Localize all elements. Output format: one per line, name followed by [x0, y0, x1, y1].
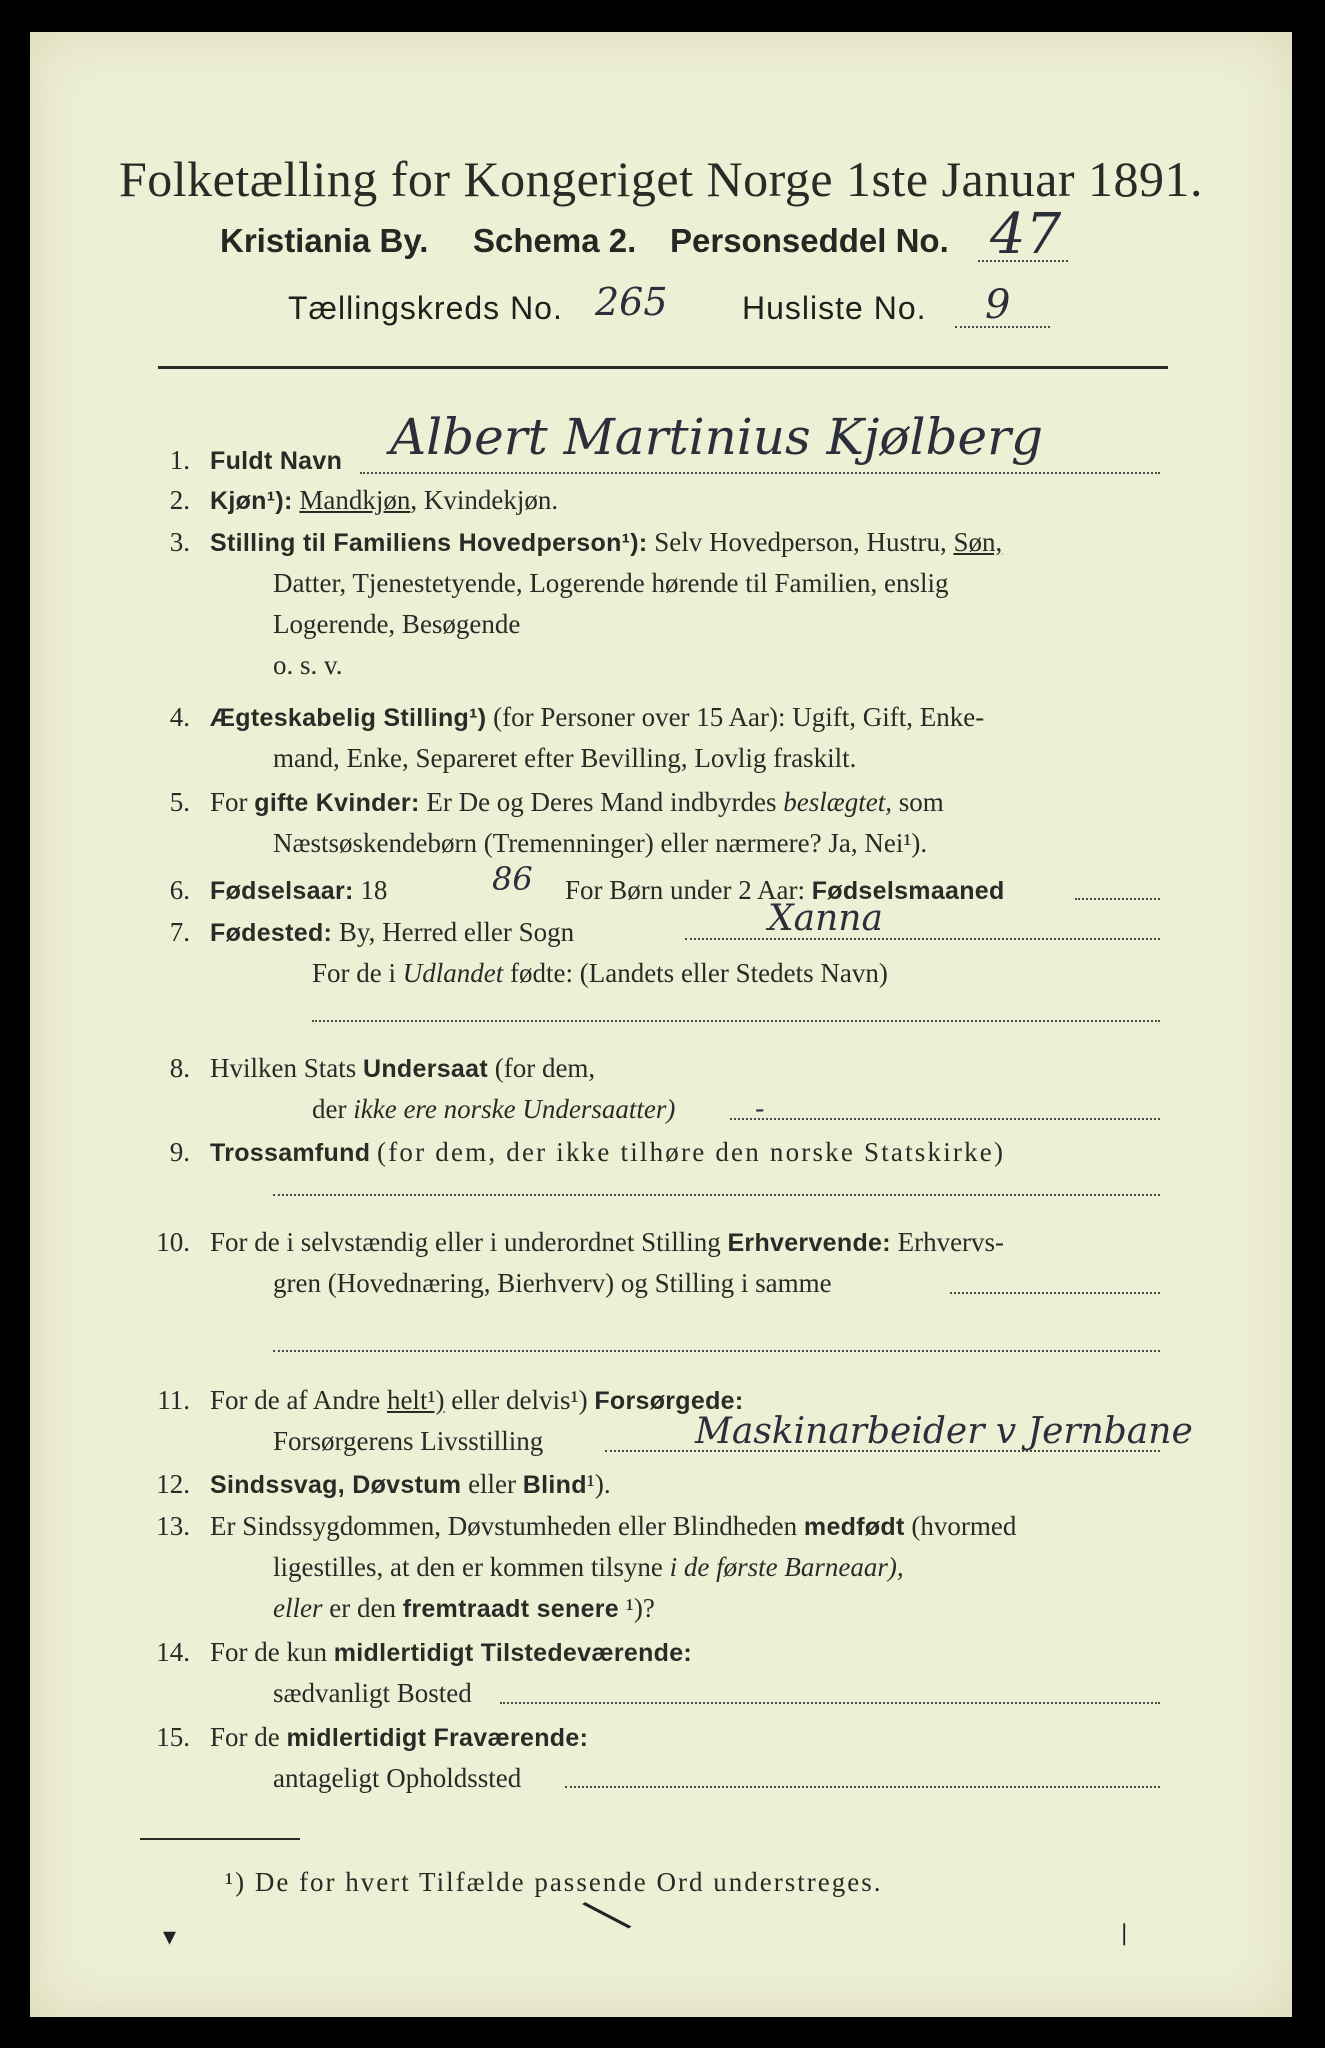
field-10-text: For de i selvstændig eller i underordnet Stilling Erhvervende: Erhvervs-	[210, 1227, 1005, 1257]
field-9-dots	[273, 1194, 1160, 1196]
field-5-line2: Næstsøskendebørn (Tremenninger) eller nærmere? Ja, Nei¹).	[273, 828, 928, 858]
field-15-line2: antageligt Opholdssted	[273, 1763, 522, 1793]
field-13-line2: ligestilles, at den er kommen tilsyne i de første Barneaar),	[273, 1552, 904, 1582]
field-10-line2: gren (Hovednæring, Bierhverv) og Stilling i samme	[273, 1268, 832, 1298]
field-7-line2: For de i Udlandet fødte: (Landets eller Stedets Navn)	[312, 958, 888, 988]
personseddel-dots	[978, 260, 1068, 262]
header-rule	[158, 366, 1168, 369]
field-10-dots-2	[273, 1350, 1160, 1352]
mandkjon-underlined: Mandkjøn	[299, 485, 411, 515]
field-12-text: Sindssvag, Døvstum eller Blind¹).	[210, 1469, 611, 1499]
provider-occupation-value: Maskinarbeider v Jernbane	[695, 1411, 1193, 1452]
field-13-number: 13.	[156, 1511, 190, 1541]
field-5-text: For gifte Kvinder: Er De og Deres Mand indbyrdes beslægtet, som	[210, 787, 944, 817]
field-14-line2: sædvanligt Bosted	[273, 1678, 472, 1708]
field-9-number: 9.	[169, 1137, 190, 1167]
personseddel-label: Personseddel No.	[670, 222, 949, 259]
field-2-number: 2.	[169, 485, 190, 515]
field-7-dots-2	[312, 1020, 1160, 1022]
husliste-label: Husliste No.	[742, 290, 927, 326]
field-12-number: 12.	[156, 1469, 190, 1499]
field-11-line2: Forsørgerens Livsstilling	[273, 1426, 544, 1456]
field-15-dots	[565, 1786, 1160, 1788]
field-8-dots	[730, 1118, 1160, 1120]
field-1-dots	[360, 472, 1160, 474]
kreds-label: Tællingskreds No.	[288, 290, 563, 326]
field-7-text: Fødested: By, Herred eller Sogn	[210, 917, 575, 947]
field-14-number: 14.	[156, 1637, 190, 1667]
field-3-line3: Logerende, Besøgende	[273, 609, 521, 639]
field-7-dots	[685, 938, 1160, 940]
schema-label: Schema 2.	[473, 222, 637, 259]
field-4-number: 4.	[169, 702, 190, 732]
field-5-number: 5.	[169, 787, 190, 817]
field-6-label: Fødselsaar: 18	[210, 875, 388, 905]
field-3-text: Stilling til Familiens Hovedperson¹): Selv Hovedperson, Hustru, Søn,	[210, 527, 1003, 557]
corner-mark-right: ❘	[1115, 1920, 1134, 1945]
field-6-mid: For Børn under 2 Aar: Fødselsmaaned	[565, 875, 1005, 905]
field-4-line2: mand, Enke, Separeret efter Bevilling, Lovlig fraskilt.	[273, 743, 857, 773]
field-10-number: 10.	[156, 1227, 190, 1257]
field-13-line3: eller er den fremtraadt senere ¹)?	[273, 1593, 655, 1623]
field-15-number: 15.	[156, 1722, 190, 1752]
footnote: ¹) De for hvert Tilfælde passende Ord understreges.	[225, 1867, 883, 1897]
corner-mark-left: ▾	[163, 1922, 177, 1951]
field-8-text: Hvilken Stats Undersaat (for dem,	[210, 1053, 596, 1083]
footnote-rule	[140, 1838, 300, 1840]
field-8-number: 8.	[169, 1053, 190, 1083]
city-label: Kristiania By.	[220, 222, 429, 259]
husliste-dots	[955, 326, 1050, 328]
field-6-number: 6.	[169, 875, 190, 905]
field-1-number: 1.	[169, 445, 190, 475]
field-6-dots	[1075, 898, 1160, 900]
census-form	[30, 32, 1292, 2017]
field-10-dots	[950, 1292, 1160, 1294]
field-11-text: For de af Andre helt¹) eller delvis¹) Forsørgede:	[210, 1385, 744, 1415]
field-11-number: 11.	[157, 1385, 190, 1415]
field-15-text: For de midlertidigt Fraværende:	[210, 1722, 589, 1752]
field-14-dots	[500, 1702, 1160, 1704]
son-underlined: Søn,	[953, 527, 1003, 557]
field-1-label: Fuldt Navn	[210, 447, 343, 475]
kreds-number: 265	[595, 280, 668, 324]
helt-underlined: helt¹)	[386, 1385, 445, 1415]
field-13-text: Er Sindssygdommen, Døvstumheden eller Blindheden medfødt (hvormed	[210, 1511, 1017, 1541]
field-9-text: Trossamfund (for dem, der ikke tilhøre den norske Statskirke)	[210, 1137, 1006, 1167]
full-name-value: Albert Martinius Kjølberg	[390, 408, 1043, 466]
field-7-number: 7.	[169, 917, 190, 947]
stray-pen-mark: ╲	[584, 1890, 630, 1941]
personseddel-number: 47	[990, 202, 1062, 267]
nationality-value: -	[755, 1092, 765, 1125]
birth-year-value: 86	[492, 860, 533, 898]
field-8-line2: der ikke ere norske Undersaatter)	[312, 1094, 676, 1124]
field-14-text: For de kun midlertidigt Tilstedeværende:	[210, 1637, 693, 1667]
field-3-number: 3.	[169, 527, 190, 557]
birthplace-value: Xanna	[768, 898, 883, 939]
husliste-number: 9	[985, 282, 1011, 328]
field-2-text: Kjøn¹): Mandkjøn, Kvindekjøn.	[210, 485, 559, 515]
field-4-text: Ægteskabelig Stilling¹) (for Personer over 15 Aar): Ugift, Gift, Enke-	[210, 702, 985, 732]
field-3-line4: o. s. v.	[273, 650, 343, 680]
field-3-line2: Datter, Tjenestetyende, Logerende hørende til Familien, enslig	[273, 568, 949, 598]
form-title: Folketælling for Kongeriget Norge 1ste Januar 1891.	[118, 151, 1204, 207]
